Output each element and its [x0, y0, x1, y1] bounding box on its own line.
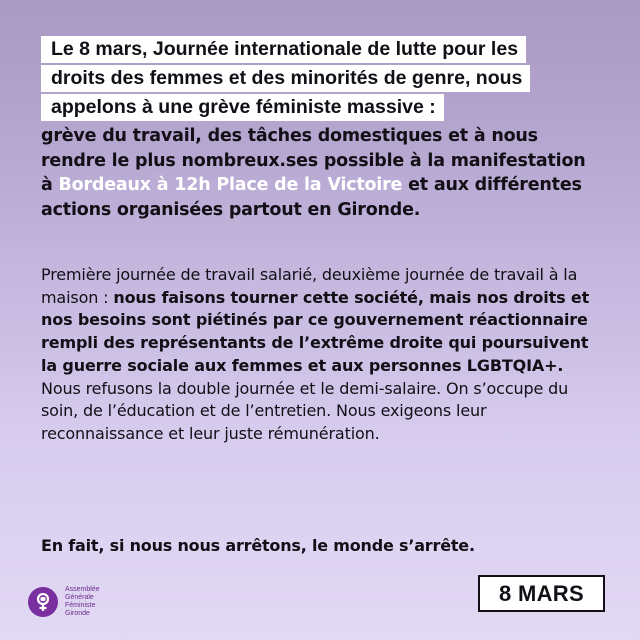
- body-paragraph: [41, 264, 601, 446]
- closing-statement: En fait, si nous nous arrêtons, le monde s’arrête.: [41, 536, 475, 555]
- date-badge: 8 MARS: [478, 575, 605, 612]
- location-highlight: Bordeaux à 12h Place de la Victoire: [58, 175, 403, 195]
- headline-line: Le 8 mars, Journée internationale de lutte pour les: [41, 36, 526, 63]
- body-intro: Première journée de travail salarié, deuxième journée de travail à la maison :: [41, 265, 578, 307]
- logo-line: Générale: [65, 594, 94, 601]
- body-outro: Nous refusons la double journée et le demi-salaire. On s’occupe du soin, de l’éducation et de l’entretien. Nous exigeons leur reconnaissance et leur juste rémunération.: [41, 378, 569, 443]
- organization-logo: [28, 586, 100, 618]
- logo-name: [65, 586, 100, 618]
- headline-line: droits des femmes et des minorités de genre, nous: [41, 65, 530, 92]
- venus-fist-icon: [28, 587, 58, 617]
- logo-line: Assemblée: [65, 586, 100, 593]
- lead-paragraph: [41, 124, 601, 222]
- lead-text: grève du travail, des tâches domestiques et à nous rendre le plus nombreux.ses possible à la manifestation à: [41, 126, 586, 195]
- lead-text-end: et aux différentes actions organisées partout en Gironde.: [41, 175, 582, 220]
- logo-line: Féministe: [65, 602, 96, 609]
- logo-line: Gironde: [65, 610, 90, 617]
- headline-line: appelons à une grève féministe massive :: [41, 94, 444, 121]
- body-bold: nous faisons tourner cette société, mais nos droits et nos besoins sont piétinés par ce gouvernement réactionnaire rempli des représentants de l’extrême droite qui poursuivent la guerre sociale aux femmes et aux personnes LGBTQIA+.: [41, 287, 590, 375]
- headline: [41, 36, 581, 123]
